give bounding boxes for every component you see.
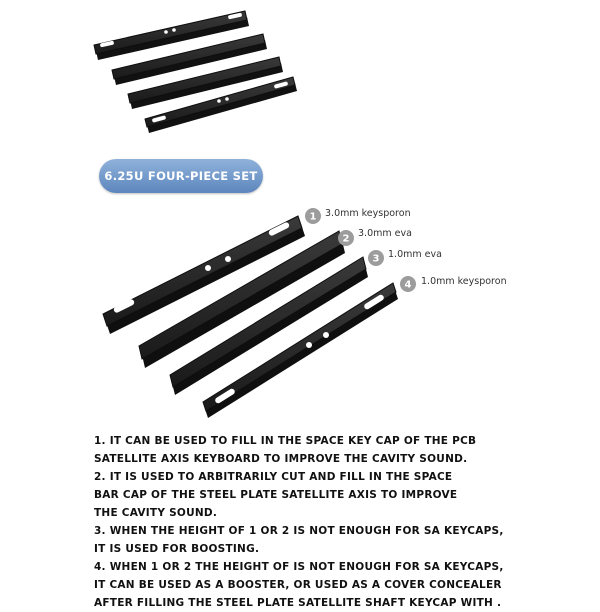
label-text-4: 1.0mm keysporon <box>421 276 507 287</box>
number-3: 3 <box>372 253 380 265</box>
description-line: BAR CAP OF THE STEEL PLATE SATELLITE AXIS TO IMPROVE <box>94 489 458 501</box>
label-text-3: 1.0mm eva <box>388 249 442 260</box>
description-line: IT IS USED FOR BOOSTING. <box>94 543 260 555</box>
description-block <box>94 432 594 612</box>
description-line: THE CAVITY SOUND. <box>94 507 218 519</box>
number-2: 2 <box>342 233 350 245</box>
label-3 <box>368 249 442 266</box>
description-line: IT CAN BE USED AS A BOOSTER, OR USED AS A COVER CONCEALER <box>94 579 502 591</box>
set-title-badge: 6.25U FOUR-PIECE SET <box>99 159 263 193</box>
description-line: 2. IT IS USED TO ARBITRARILY CUT AND FILL IN THE SPACE <box>94 471 453 483</box>
description-line: 3. WHEN THE HEIGHT OF 1 OR 2 IS NOT ENOUGH FOR SA KEYCAPS, <box>94 525 504 537</box>
label-1 <box>305 208 411 224</box>
label-text-1: 3.0mm keysporon <box>325 208 411 219</box>
description-line: 1. IT CAN BE USED TO FILL IN THE SPACE KEY CAP OF THE PCB <box>94 435 477 447</box>
number-1: 1 <box>309 211 317 223</box>
description-line: SATELLITE AXIS KEYBOARD TO IMPROVE THE CAVITY SOUND. <box>94 453 468 465</box>
number-4: 4 <box>404 279 412 291</box>
top-pad-set <box>94 11 297 133</box>
description-line: 4. WHEN 1 OR 2 THE HEIGHT OF IS NOT ENOUGH FOR SA KEYCAPS, <box>94 561 504 573</box>
large-pad-set <box>103 216 398 418</box>
label-4 <box>400 276 507 292</box>
label-2 <box>338 228 412 246</box>
description-line: AFTER FILLING THE STEEL PLATE SATELLITE SHAFT KEYCAP WITH . <box>94 597 502 609</box>
label-text-2: 3.0mm eva <box>358 228 412 239</box>
